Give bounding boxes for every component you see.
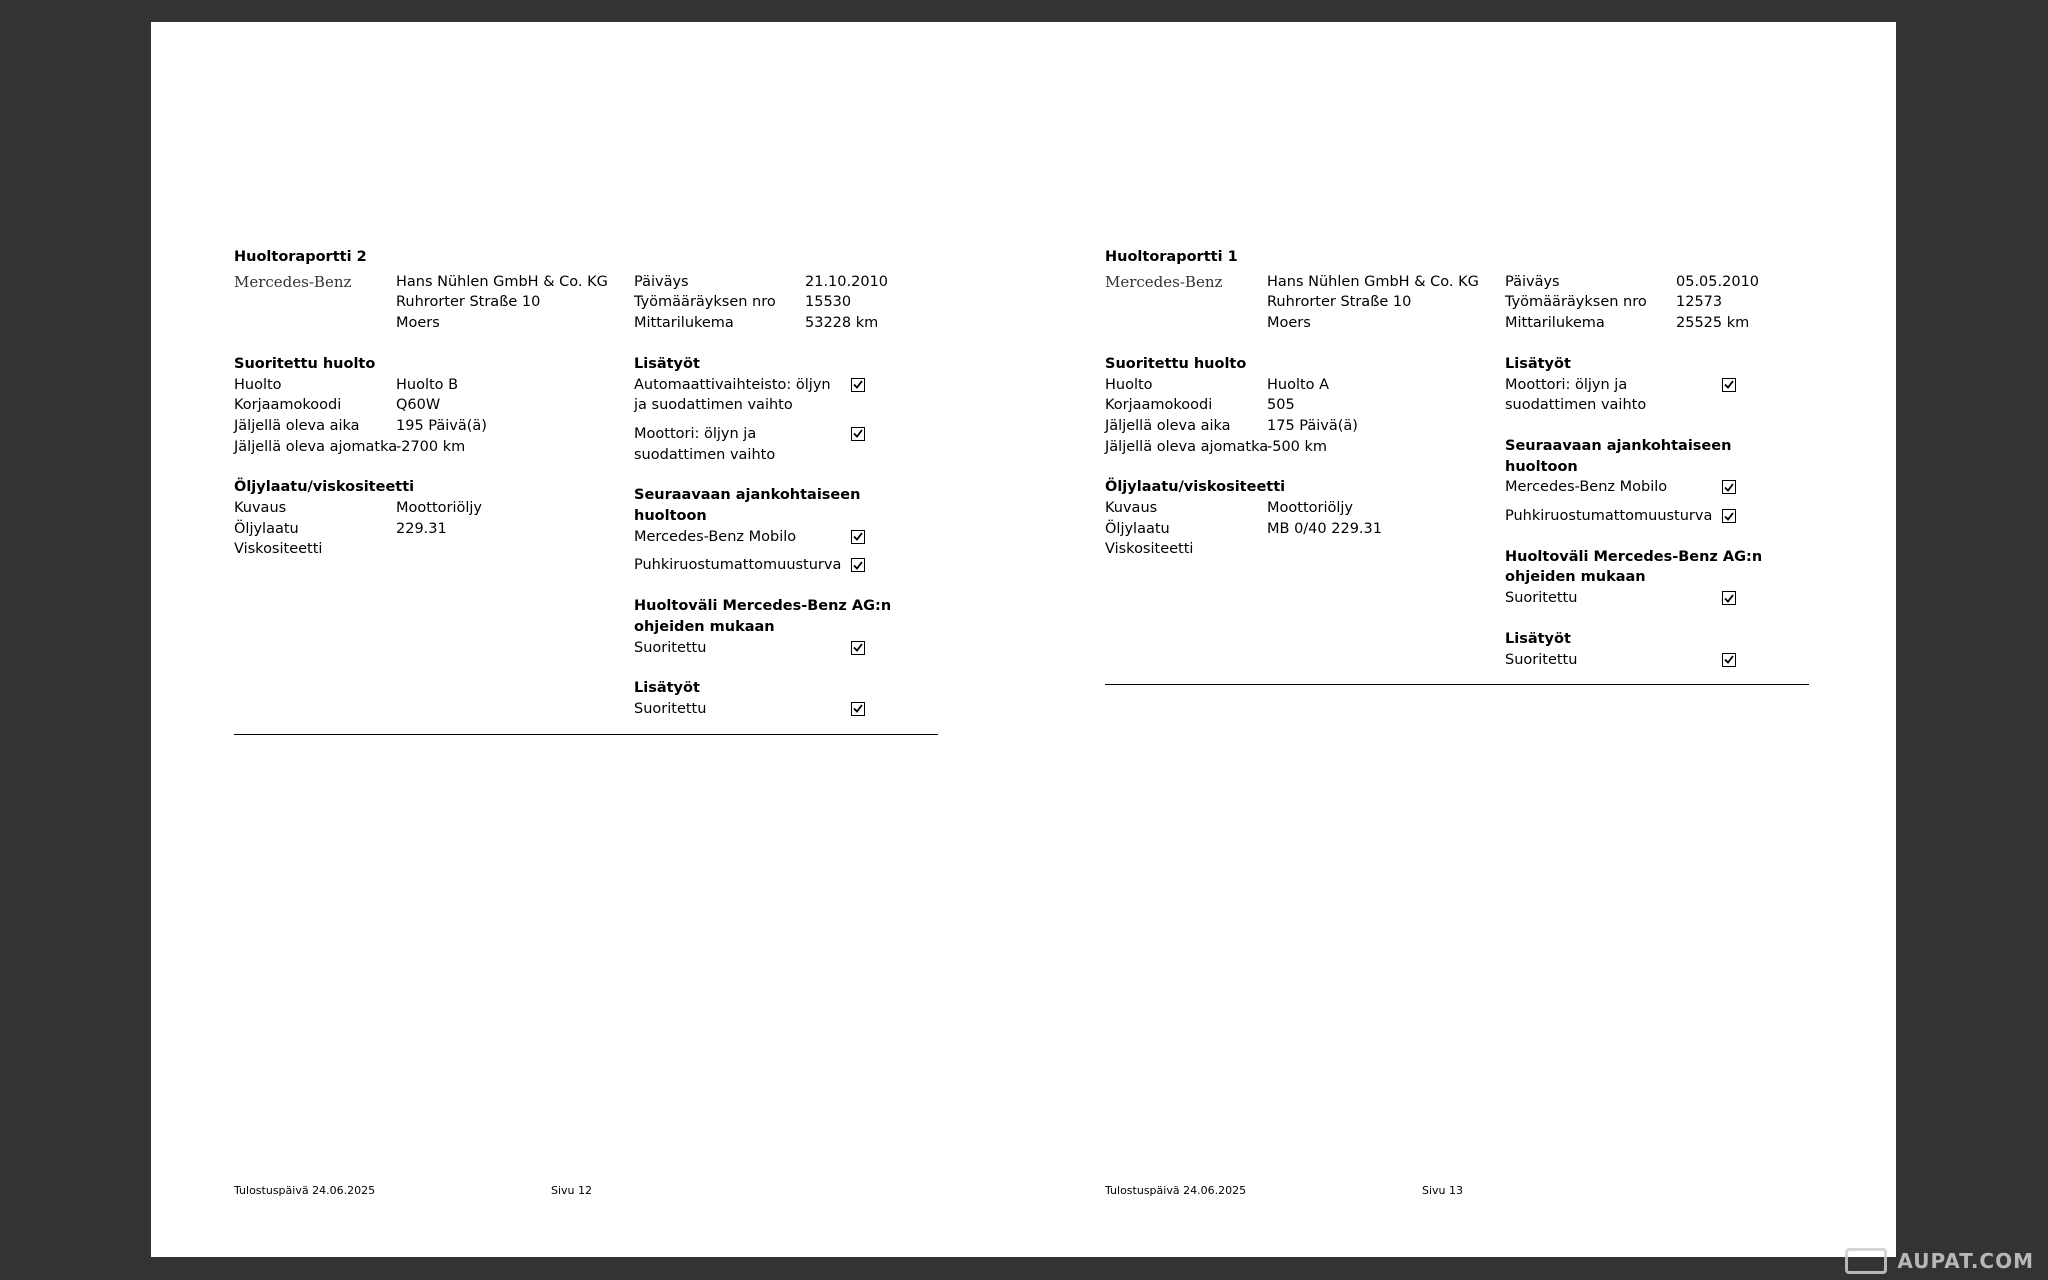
meta-row — [634, 272, 938, 293]
service-label: Jäljellä oleva ajomatka — [234, 438, 398, 455]
checklist-item — [1505, 650, 1737, 671]
checklist-item — [634, 699, 866, 720]
report-body — [1105, 272, 1809, 671]
dealer-line: Hans Nühlen GmbH & Co. KG — [1267, 273, 1479, 290]
meta-row — [634, 292, 938, 313]
checkmark-icon — [853, 643, 863, 652]
checklist-item — [634, 555, 866, 576]
report-right-column — [634, 272, 938, 720]
divider-line — [234, 734, 938, 735]
checklist-item — [1505, 588, 1737, 609]
dealer-line: Ruhrorter Straße 10 — [396, 294, 541, 311]
service-row — [234, 437, 634, 458]
meta-label: Työmääräyksen nro — [634, 294, 776, 311]
meta-value: 15530 — [805, 294, 852, 311]
dealer-line: Ruhrorter Straße 10 — [1267, 294, 1412, 311]
checkbox[interactable] — [1722, 378, 1736, 392]
service-report — [234, 247, 938, 735]
header-block — [1105, 272, 1505, 334]
report-left-column — [234, 272, 634, 720]
checkbox[interactable] — [851, 641, 865, 655]
checkbox[interactable] — [1722, 653, 1736, 667]
checklist-item — [1505, 506, 1737, 527]
oil-value: 229.31 — [396, 520, 447, 537]
checkmark-icon — [1724, 655, 1734, 664]
meta-label: Päiväys — [1505, 273, 1560, 290]
service-value: 175 Päivä(ä) — [1267, 417, 1358, 434]
checkbox[interactable] — [851, 702, 865, 716]
oil-heading: Öljylaatu/viskositeetti — [234, 479, 415, 496]
service-report — [1105, 247, 1809, 685]
report-left-column — [1105, 272, 1505, 671]
checklist-label: Suoritettu — [1505, 651, 1578, 668]
car-logo-icon — [1845, 1248, 1887, 1274]
section-heading: Huoltoväli Mercedes-Benz AG:n ohjeiden mukaan — [1505, 548, 1763, 586]
checkmark-icon — [853, 561, 863, 570]
checkbox[interactable] — [851, 378, 865, 392]
checkmark-icon — [853, 380, 863, 389]
oil-label: Kuvaus — [1105, 500, 1158, 517]
oil-row — [234, 539, 634, 560]
meta-row — [1505, 272, 1809, 293]
checklist-item — [634, 638, 866, 659]
service-label: Jäljellä oleva aika — [1105, 417, 1231, 434]
meta-label: Mittarilukema — [1505, 315, 1605, 332]
checklist-item — [634, 527, 866, 548]
service-label: Jäljellä oleva ajomatka — [1105, 438, 1269, 455]
service-row — [234, 395, 634, 416]
footer-page-number: Sivu 12 — [551, 1184, 593, 1197]
service-value: Huolto B — [396, 376, 459, 393]
service-label: Korjaamokoodi — [1105, 397, 1213, 414]
report-right-column — [1505, 272, 1809, 671]
dealer-line: Moers — [1267, 315, 1311, 332]
checklist-item — [1505, 375, 1737, 416]
oil-label: Viskositeetti — [1105, 541, 1194, 558]
oil-row — [1105, 519, 1505, 540]
checklist-label: Suoritettu — [1505, 590, 1578, 607]
document-page — [151, 22, 1896, 1257]
service-label: Jäljellä oleva aika — [234, 417, 360, 434]
footer-print-date: Tulostuspäivä 24.06.2025 — [234, 1184, 376, 1197]
checklist-label: Automaattivaihteisto: öljyn ja suodattimen vaihto — [634, 376, 831, 414]
service-row — [1105, 395, 1505, 416]
dealer-address — [1267, 272, 1479, 334]
service-value: 505 — [1267, 397, 1295, 414]
oil-heading: Öljylaatu/viskositeetti — [1105, 479, 1286, 496]
dealer-line: Moers — [396, 315, 440, 332]
oil-label: Öljylaatu — [234, 520, 299, 537]
meta-row — [634, 313, 938, 334]
service-value: Huolto A — [1267, 376, 1330, 393]
meta-row — [1505, 313, 1809, 334]
meta-label: Työmääräyksen nro — [1505, 294, 1647, 311]
service-value: 195 Päivä(ä) — [396, 417, 487, 434]
checkbox[interactable] — [851, 427, 865, 441]
checklist-label: Puhkiruostumattomuusturva — [1505, 508, 1713, 525]
oil-row — [234, 519, 634, 540]
checklist-label: Mercedes-Benz Mobilo — [1505, 479, 1668, 496]
service-heading: Suoritettu huolto — [1105, 355, 1247, 372]
service-row — [1105, 375, 1505, 396]
checklist-label: Suoritettu — [634, 639, 707, 656]
meta-value: 12573 — [1676, 294, 1723, 311]
checklist-item — [634, 375, 866, 416]
checklist-label: Mercedes-Benz Mobilo — [634, 528, 797, 545]
meta-value: 05.05.2010 — [1676, 273, 1760, 290]
service-row — [1105, 437, 1505, 458]
service-value: Q60W — [396, 397, 441, 414]
oil-value: Moottoriöljy — [1267, 500, 1353, 517]
checkbox[interactable] — [851, 530, 865, 544]
meta-value: 25525 km — [1676, 315, 1750, 332]
checkbox[interactable] — [1722, 480, 1736, 494]
service-value: -2700 km — [396, 438, 466, 455]
service-row — [1105, 416, 1505, 437]
section-heading: Lisätyöt — [634, 355, 700, 372]
checkbox[interactable] — [1722, 509, 1736, 523]
service-row — [234, 416, 634, 437]
oil-value: Moottoriöljy — [396, 500, 482, 517]
meta-row — [1505, 292, 1809, 313]
checkmark-icon — [1724, 380, 1734, 389]
service-label: Huolto — [1105, 376, 1153, 393]
brand-logo: Mercedes-Benz — [1105, 272, 1223, 291]
service-heading: Suoritettu huolto — [234, 355, 376, 372]
checklist-item — [634, 424, 866, 465]
brand-logo: Mercedes-Benz — [234, 272, 352, 291]
checkmark-icon — [853, 429, 863, 438]
checkmark-icon — [1724, 594, 1734, 603]
oil-label: Viskositeetti — [234, 541, 323, 558]
checkbox[interactable] — [1722, 591, 1736, 605]
section-heading: Lisätyöt — [634, 680, 700, 697]
meta-label: Päiväys — [634, 273, 689, 290]
service-value: -500 km — [1267, 438, 1328, 455]
service-row — [234, 375, 634, 396]
section-heading: Lisätyöt — [1505, 355, 1571, 372]
checklist-label: Puhkiruostumattomuusturva — [634, 557, 842, 574]
dealer-address — [396, 272, 608, 334]
checkmark-icon — [1724, 512, 1734, 521]
divider-line — [1105, 684, 1809, 685]
section-heading: Seuraavaan ajankohtaiseen huoltoon — [634, 487, 861, 525]
oil-row — [234, 498, 634, 519]
checkmark-icon — [1724, 483, 1734, 492]
checklist-label: Suoritettu — [634, 700, 707, 717]
oil-label: Kuvaus — [234, 500, 287, 517]
oil-value: MB 0/40 229.31 — [1267, 520, 1382, 537]
meta-value: 53228 km — [805, 315, 879, 332]
dealer-line: Hans Nühlen GmbH & Co. KG — [396, 273, 608, 290]
checkmark-icon — [853, 704, 863, 713]
footer-page-number: Sivu 13 — [1422, 1184, 1464, 1197]
checklist-item — [1505, 477, 1737, 498]
watermark — [1845, 1248, 2034, 1274]
checkbox[interactable] — [851, 558, 865, 572]
report-title: Huoltoraportti 1 — [1105, 249, 1238, 265]
meta-value: 21.10.2010 — [805, 273, 889, 290]
checkmark-icon — [853, 532, 863, 541]
section-heading: Huoltoväli Mercedes-Benz AG:n ohjeiden mukaan — [634, 598, 892, 635]
header-block — [234, 272, 634, 334]
report-title: Huoltoraportti 2 — [234, 249, 367, 265]
checklist-label: Moottori: öljyn ja suodattimen vaihto — [1505, 376, 1647, 414]
footer-print-date: Tulostuspäivä 24.06.2025 — [1105, 1184, 1247, 1197]
checklist-label: Moottori: öljyn ja suodattimen vaihto — [634, 425, 776, 463]
service-label: Korjaamokoodi — [234, 397, 342, 414]
service-label: Huolto — [234, 376, 282, 393]
section-heading: Seuraavaan ajankohtaiseen huoltoon — [1505, 437, 1732, 475]
oil-row — [1105, 498, 1505, 519]
oil-label: Öljylaatu — [1105, 520, 1170, 537]
meta-label: Mittarilukema — [634, 315, 734, 332]
section-heading: Lisätyöt — [1505, 630, 1571, 647]
report-body — [234, 272, 938, 720]
watermark-text: AUPAT.COM — [1897, 1249, 2034, 1273]
oil-row — [1105, 539, 1505, 560]
